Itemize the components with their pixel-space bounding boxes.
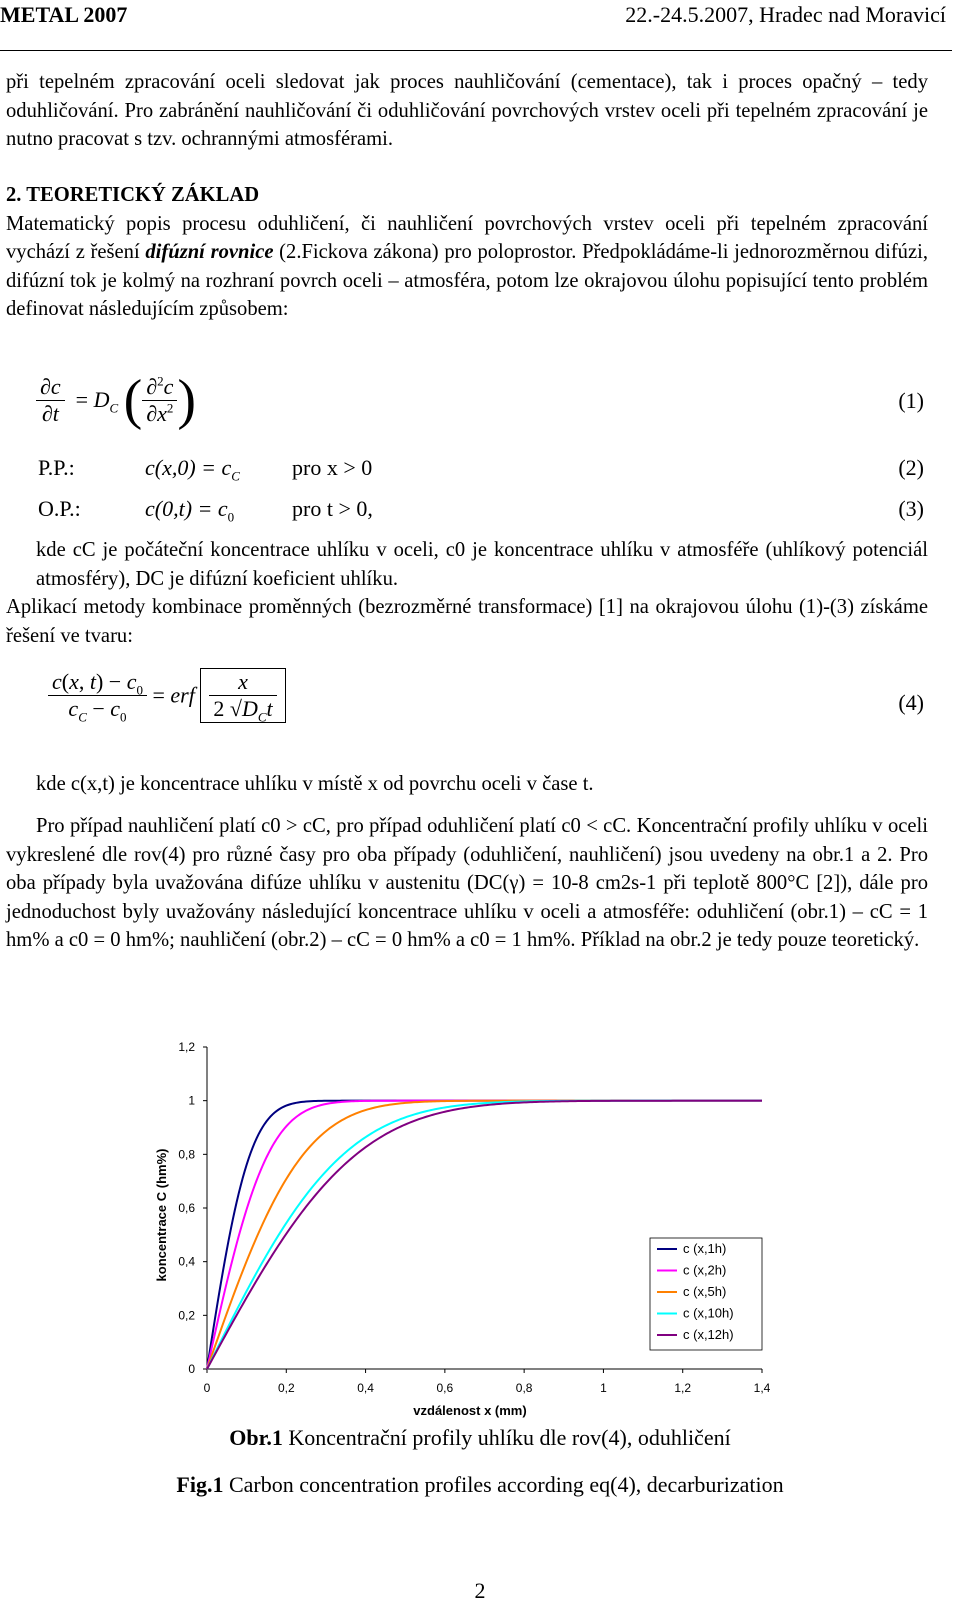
y-tick-label: 0,4 xyxy=(178,1254,195,1269)
intro-paragraph xyxy=(6,68,928,154)
legend-label: c (x,2h) xyxy=(683,1262,727,1278)
legend-label: c (x,1h) xyxy=(683,1241,727,1256)
eq1-lhs: $\frac{\partial c}{\partial t}$ xyxy=(36,374,65,427)
section-emphasis: difúzní rovnice xyxy=(145,241,274,264)
x-tick-label: 0,6 xyxy=(436,1381,454,1395)
eq3-number: (3) xyxy=(898,496,924,521)
main-text: Pro případ nauhličení platí c0 > cC, pro případ oduhličení platí c0 < cC. Koncentrační profily uhlíku v oceli vykreslené dle rov(4) pro různé časy pro oba případy (oduhličení, nauhličení) jsou uvedeny na obr.1 a 2. Pro oba případy byla uvažována difúze uhlíku v austenitu (DC(γ) = 10-8 cm2s-1 při teplotě 800°C [2]), dále pro jednoduchost byly uvažovány následující koncentrace uhlíku v oceli a atmosféře: oduhličení (obr.1) – cC = 1 hm% a c0 = 0 hm%; nauhličení (obr.2) – cC = 0 hm% a c0 = 1 hm%. Příklad na obr.2 je tedy pouze teoretický. xyxy=(6,815,928,952)
x-tick-label: 0,8 xyxy=(515,1381,533,1395)
x-tick-label: 0 xyxy=(203,1381,211,1395)
section-2 xyxy=(6,181,928,324)
op-label: O.P.: xyxy=(38,496,81,521)
eq2-number: (2) xyxy=(898,455,924,480)
x-tick-label: 0,4 xyxy=(357,1381,374,1395)
y-tick-label: 0,2 xyxy=(178,1308,195,1323)
op-expr: $c(0,t) = c_0$ xyxy=(145,496,235,525)
concentration-chart xyxy=(0,1030,960,1430)
intro-text: při tepelném zpracování oceli sledovat jak proces nauhličování (cementace), tak i proces opačný – tedy oduhličování. Pro zabránění nauhličování či oduhličování povrchových vrstev oceli při tepelném zpracování je nutno pracovat s tzv. ochrannými atmosférami. xyxy=(6,71,928,151)
x-axis-label: vzdálenost x (mm) xyxy=(413,1403,527,1418)
legend-label: c (x,12h) xyxy=(683,1327,734,1342)
solution-definition-text: kde c(x,t) je koncentrace uhlíku v místě x od povrchu oceli v čase t. xyxy=(36,773,594,795)
solution-definition xyxy=(36,770,928,799)
y-tick-label: 1,2 xyxy=(178,1040,195,1054)
section-heading: 2. TEORETICKÝ ZÁKLAD xyxy=(6,184,260,206)
main-paragraph xyxy=(6,812,928,955)
eq4-argument: $\frac{x}{2 √D_Ct}$ xyxy=(209,669,276,722)
op-condition: pro t > 0, xyxy=(292,496,373,521)
legend-label: c (x,5h) xyxy=(683,1284,727,1299)
x-tick-label: 0,2 xyxy=(277,1381,295,1395)
x-tick-label: 1,2 xyxy=(674,1381,692,1395)
method-text: Aplikací metody kombinace proměnných (bezrozměrné transformace) [1] na okrajovou úlohu (1)-(3) získáme řešení ve tvaru: xyxy=(6,596,928,647)
section-text-a: Matematický popis procesu oduhličení, či nauhličení povrchových vrstev oceli při tepelném zpracování vychází z řešení xyxy=(6,212,928,264)
caption-english: Fig.1 Carbon concentration profiles according eq(4), decarburization xyxy=(176,1472,784,1497)
definitions-paragraph xyxy=(36,536,928,593)
equation-4: $\frac{c(x, t) - c_0}{c_C - c_0}$ = erf $\frac{x}{2 √D_Ct}$ xyxy=(48,668,286,723)
section-text-b: (2.Fickova zákona) pro poloprostor. Předpokládáme-li jednorozměrnou difúzi, difúzní tok je kolmý na rozhraní povrch oceli – atmosféra, potom lze okrajovou úlohu popisující tento problém definovat následujícím způsobem: xyxy=(6,241,928,321)
y-tick-label: 0 xyxy=(188,1362,195,1376)
eq1-rhs: $\frac{\partial^2c}{\partial x^2}$ xyxy=(142,374,177,427)
y-tick-label: 1 xyxy=(188,1093,195,1108)
y-tick-label: 0,8 xyxy=(178,1147,195,1162)
caption-czech: Obr.1 Koncentrační profily uhlíku dle rov(4), oduhličení xyxy=(229,1425,731,1450)
eq4-number: (4) xyxy=(898,690,924,715)
pp-expr: $c(x,0) = c_C$ xyxy=(145,455,240,484)
method-paragraph xyxy=(6,593,928,650)
pp-condition: pro x > 0 xyxy=(292,455,373,480)
conference-date-place: 22.-24.5.2007, Hradec nad Moravicí xyxy=(625,2,946,27)
pp-label: P.P.: xyxy=(38,455,75,480)
x-tick-label: 1,4 xyxy=(753,1381,771,1395)
section-paragraph xyxy=(6,210,928,324)
page-header xyxy=(0,2,960,42)
header-rule xyxy=(0,50,952,51)
page-number: 2 xyxy=(474,1578,486,1603)
legend-label: c (x,10h) xyxy=(683,1305,734,1321)
y-tick-label: 0,6 xyxy=(178,1201,195,1215)
definitions-text: kde cC je počáteční koncentrace uhlíku v oceli, c0 je koncentrace uhlíku v atmosféře (uhlíkový potenciál atmosféry), DC je difúzní koeficient uhlíku. xyxy=(36,539,928,590)
eq1-number: (1) xyxy=(898,388,924,413)
eq4-lhs: $\frac{c(x, t) - c_0}{c_C - c_0}$ xyxy=(48,669,147,722)
conference-name: METAL 2007 xyxy=(0,2,128,27)
equation-1: $\frac{\partial c}{\partial t}$ = $D_C$ ( $\frac{\partial^2c}{\partial x^2}$ ) xyxy=(36,368,196,432)
y-axis-label: koncentrace C (hm%) xyxy=(154,1148,169,1282)
x-tick-label: 1 xyxy=(600,1381,607,1395)
